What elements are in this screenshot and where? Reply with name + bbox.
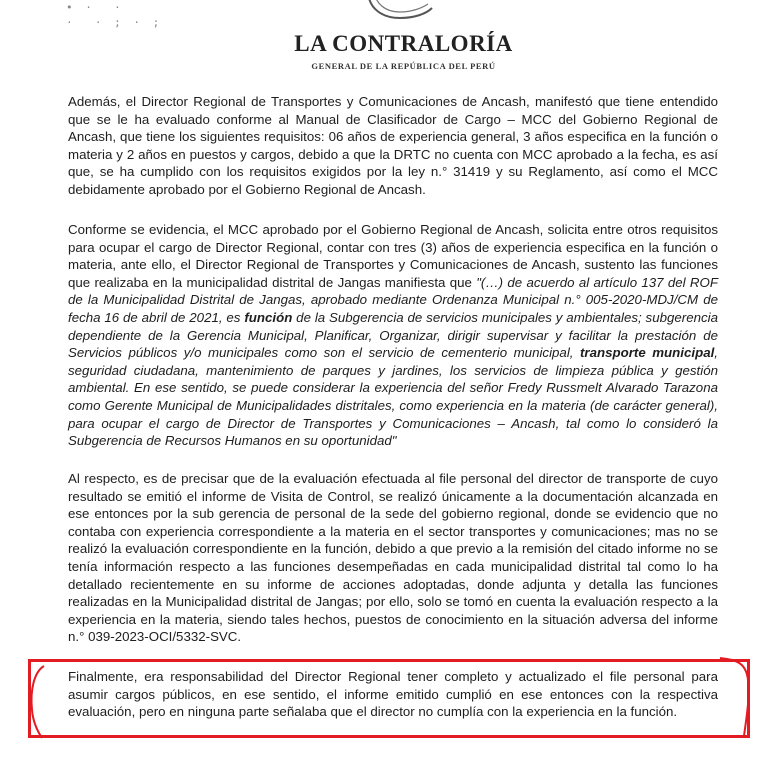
paragraph-2-quote-a: "(…) de acuerdo al artículo 137 del ROF de la Municipalidad Distrital de Jangas, aprobado mediante Ordenanza Municipal n.° 005-2020-MDJ/CM de fecha 16 de abril de 2021, es: [68, 274, 718, 325]
contraloria-logo-icon: [360, 0, 436, 22]
paragraph-4: Finalmente, era responsabilidad del Director Regional tener completo y actualizado el file personal para asumir cargos públicos, en ese sentido, el informe emitido cumplió en ese entonces con la respectiva evaluación, pero en ninguna parte señalaba que el director no cumplía con la experiencia en la función.: [68, 669, 718, 720]
brand-subtitle: GENERAL DE LA REPÚBLICA DEL PERÚ: [311, 61, 496, 71]
paragraph-2-quote-c: , seguridad ciudadana, mantenimiento de parques y jardines, los servicios de limpieza pública y gestión ambiental. En ese sentido, se puede considerar la experiencia del señor Fredy Russmelt Alvarado Tarazona como Gerente Municipal de Municipalidades distritales, como experiencia en la materia (de carácter general), para ocupar el cargo de Director de Transportes y Comunicaciones – Ancash, tal como lo consideró la Subgerencia de Recursos Humanos en su oportunidad": [68, 345, 718, 449]
paragraph-3: Al respecto, es de precisar que de la evaluación efectuada al file personal del director de transporte de cuyo resultado se emitió el informe de Visita de Control, se realizó únicamente a la documentación alcanzada en ese entonces por la sub gerencia de personal de la sede del gobierno regional, donde se evidencio que no contaba con experiencia correspondiente a la materia en el sector transportes y comunicaciones; mas no se realizó la evaluación correspondiente en la función, debido a que previo a la remisión del citado informe no se tenía información respecto a las funciones desempeñadas en cada municipalidad distrital tal como lo ha detallado recientemente en su informe de acciones adoptadas, donde adjunta y detalla las funciones realizadas en la Municipalidad distrital de Jangas; por ello, solo se tomó en cuenta la evaluación respecto a la experiencia en la materia, siendo tales hechos, puestos de conocimiento en la situación adversa del informe n.° 039-2023-OCI/5332-SVC.: [68, 471, 718, 645]
scan-marks: • · · · · ; · ;: [66, 1, 163, 29]
paragraph-2-bold-funcion: función: [244, 309, 293, 325]
paragraph-2-quote-b: de la Subgerencia de servicios municipales y ambientales; subgerencia dependiente de la Gerencia Municipal, Planificar, Organizar, dirigir supervisar y facilitar la prestación de Servicios públicos y/o municipales como son el servicio de cementerio municipal,: [68, 309, 718, 361]
paragraph-2: [68, 221, 718, 450]
paragraph-2-text: Conforme se evidencia, el MCC aprobado por el Gobierno Regional de Ancash, solicita entre otros requisitos para ocupar el cargo de Director Regional, contar con tres (3) años de experiencia especifica en la función o materia, ante ello, el Director Regional de Transportes y Comunicaciones de Ancash, sustento las funciones que realizaba en la municipalidad distrital de Jangas manifiesta que: [68, 222, 718, 290]
brand-title: LA CONTRALORÍA: [294, 31, 513, 56]
paragraph-2-bold-transporte: transporte municipal: [579, 345, 715, 361]
paragraph-1: Además, el Director Regional de Transportes y Comunicaciones de Ancash, manifestó que tiene entendido que se le ha evaluado conforme al Manual de Clasificador de Cargo – MCC del Gobierno Regional de Ancash, que tiene los siguientes requisitos: 06 años de experiencia general, 3 años especifica en la función o materia y 2 años en puestos y cargos, debido a que la DRTC no cuenta con MCC aprobado a la fecha, es así que, se ha cumplido con los requisitos exigidos por la ley n.° 31419 y su Reglamento, así como el MCC debidamente aprobado por el Gobierno Regional de Ancash.: [68, 94, 718, 197]
